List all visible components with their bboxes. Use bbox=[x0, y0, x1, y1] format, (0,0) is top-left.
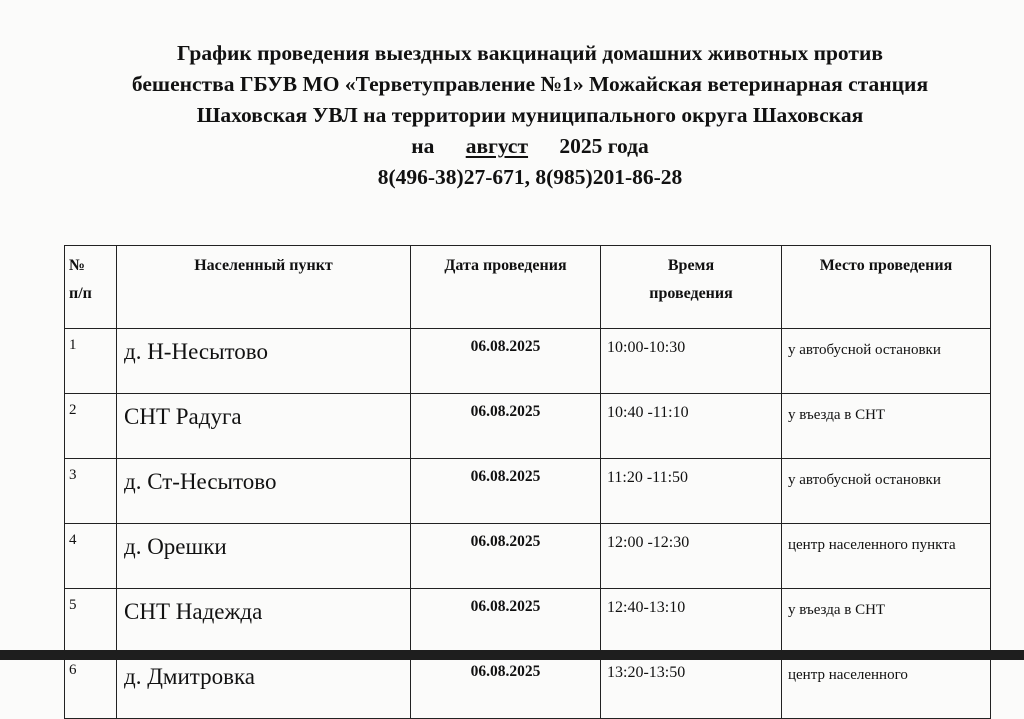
table-row bbox=[65, 524, 991, 589]
schedule-table bbox=[64, 245, 991, 719]
row-date: 06.08.2025 bbox=[411, 394, 601, 459]
row-time: 10:00-10:30 bbox=[601, 329, 782, 394]
period-suffix: 2025 года bbox=[559, 134, 649, 158]
row-place: центр населенного bbox=[782, 654, 991, 719]
row-place: у въезда в СНТ bbox=[782, 589, 991, 654]
row-place: центр населенного пункта bbox=[782, 524, 991, 589]
title-line-3: Шаховская УВЛ на территории муниципального округа Шаховская bbox=[196, 103, 864, 127]
row-time: 11:20 -11:50 bbox=[601, 459, 782, 524]
row-time: 12:00 -12:30 bbox=[601, 524, 782, 589]
table-row bbox=[65, 394, 991, 459]
table-header-row bbox=[65, 246, 991, 329]
header-place: Место проведения bbox=[782, 246, 991, 329]
row-time: 12:40-13:10 bbox=[601, 589, 782, 654]
row-number: 1 bbox=[65, 329, 117, 394]
title-line-2: бешенства ГБУВ МО «Терветуправление №1» Можайская ветеринарная станция bbox=[131, 72, 929, 96]
row-number: 6 bbox=[65, 654, 117, 719]
title-line-1: График проведения выездных вакцинаций домашних животных против bbox=[177, 41, 883, 65]
header-date: Дата проведения bbox=[411, 246, 601, 329]
row-date: 06.08.2025 bbox=[411, 654, 601, 719]
row-place: у въезда в СНТ bbox=[782, 394, 991, 459]
table-row bbox=[65, 329, 991, 394]
row-date: 06.08.2025 bbox=[411, 459, 601, 524]
document-header bbox=[0, 38, 1024, 193]
row-location: д. Ст-Несытово bbox=[117, 459, 411, 524]
row-number: 2 bbox=[65, 394, 117, 459]
row-number: 4 bbox=[65, 524, 117, 589]
row-date: 06.08.2025 bbox=[411, 589, 601, 654]
row-number: 3 bbox=[65, 459, 117, 524]
row-place: у автобусной остановки bbox=[782, 459, 991, 524]
row-location: д. Орешки bbox=[117, 524, 411, 589]
row-time: 13:20-13:50 bbox=[601, 654, 782, 719]
period-prefix: на bbox=[411, 134, 435, 158]
row-location: д. Н-Несытово bbox=[117, 329, 411, 394]
period-line bbox=[0, 131, 1024, 162]
row-location: д. Дмитровка bbox=[117, 654, 411, 719]
row-place: у автобусной остановки bbox=[782, 329, 991, 394]
row-date: 06.08.2025 bbox=[411, 524, 601, 589]
table-row bbox=[65, 589, 991, 654]
row-time: 10:40 -11:10 bbox=[601, 394, 782, 459]
row-location: СНТ Радуга bbox=[117, 394, 411, 459]
period-month: август bbox=[465, 134, 529, 158]
row-location: СНТ Надежда bbox=[117, 589, 411, 654]
header-location: Населенный пункт bbox=[117, 246, 411, 329]
row-number: 5 bbox=[65, 589, 117, 654]
bottom-edge-strip bbox=[0, 650, 1024, 660]
table-row bbox=[65, 654, 991, 719]
row-date: 06.08.2025 bbox=[411, 329, 601, 394]
table-row bbox=[65, 459, 991, 524]
header-number: № п/п bbox=[65, 246, 117, 329]
contact-phones: 8(496-38)27-671, 8(985)201-86-28 bbox=[377, 165, 683, 189]
header-time: Время проведения bbox=[601, 246, 782, 329]
